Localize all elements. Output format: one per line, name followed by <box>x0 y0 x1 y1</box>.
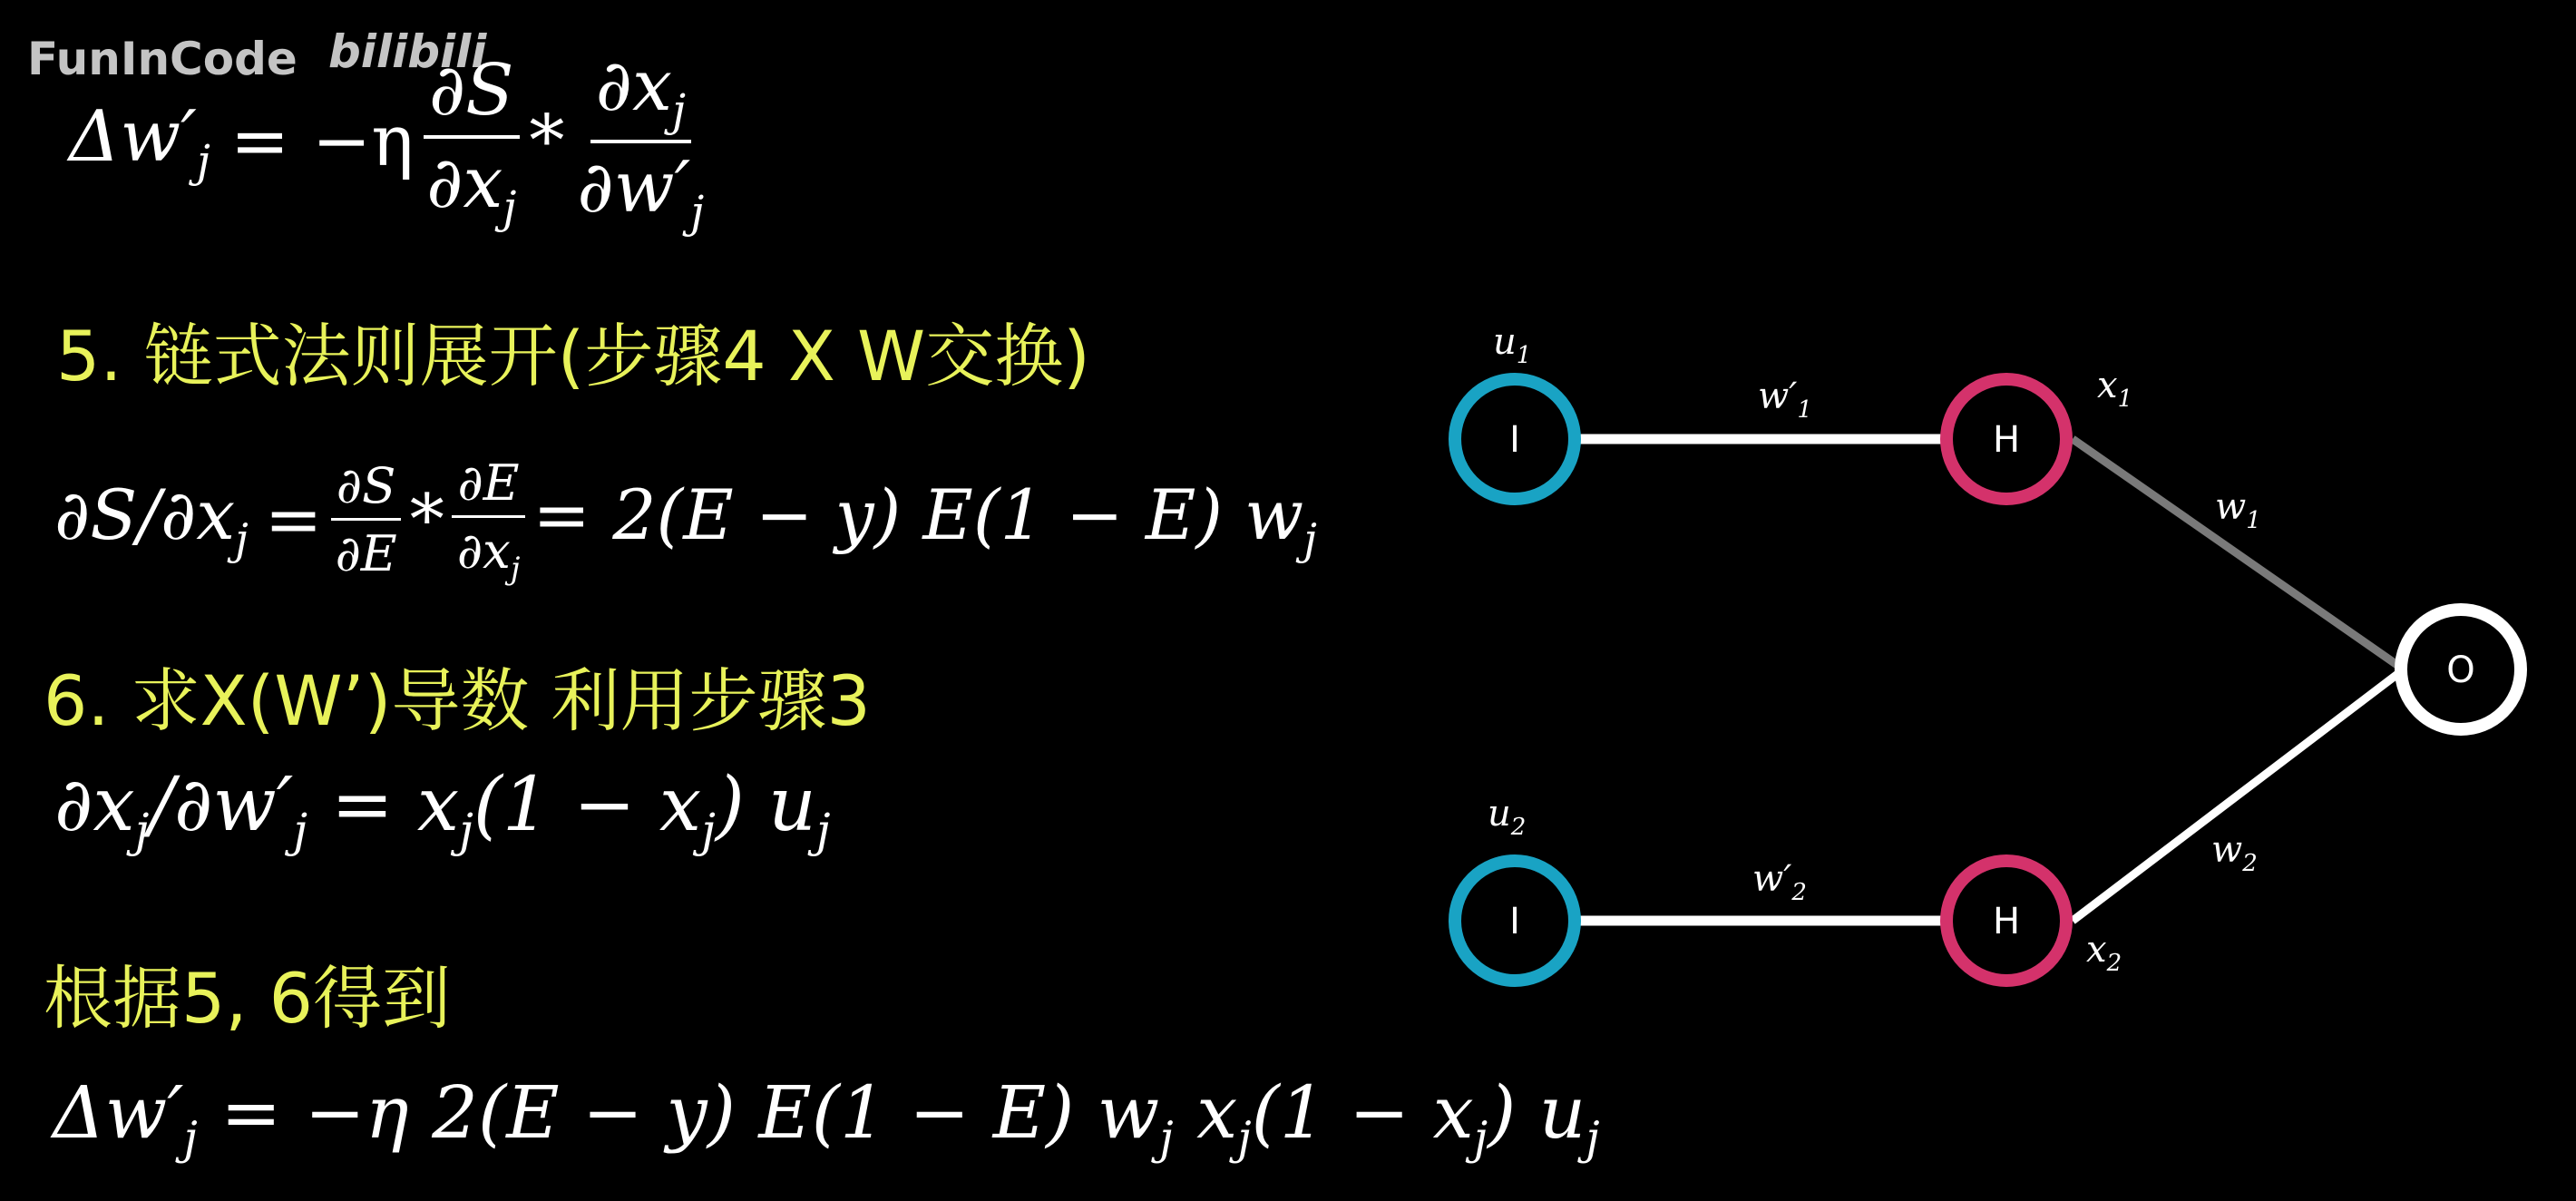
equation-step6: $\partial x_j/\partial w'_j = x_j(1 - x_j)$ $u_j$ <box>54 762 831 857</box>
label-x2: $x_2$ <box>2086 929 2122 977</box>
label-u1: $u_1$ <box>1493 321 1532 369</box>
equation-top <box>69 45 717 238</box>
bilibili-logo: bilibili <box>328 25 487 78</box>
eq-top-mul: * <box>529 100 565 182</box>
svg-text:I: I <box>1509 901 1520 942</box>
svg-text:O: O <box>2446 649 2475 691</box>
edge-hidden1-output <box>2073 439 2404 669</box>
eq-top-lhs: $\Delta w'_j$ <box>69 95 210 187</box>
node-hidden-2 <box>1947 861 2066 981</box>
equation-final: $\Delta w'_j = -\eta$ 2(E − y) E(1 − E) $w_j$ $x_j(1 - x_j)$ $u_j$ <box>53 1070 1600 1165</box>
eq-top-fraction-1: $\frac{\partial S}{\partial x_j}$ <box>421 50 522 233</box>
channel-watermark: FunInCode <box>27 33 298 85</box>
eq5-fraction-2: $\frac{\partial E}{\partial x_j}$ <box>452 454 526 586</box>
conclusion-heading: 根据5, 6得到 <box>44 958 452 1039</box>
node-output <box>2401 610 2521 729</box>
equation-step5: $\partial S/\partial x_j$ = $\frac{\partial S}{\partial E}$ * $\frac{\partial E}{\partial x_j}$ = 2(E − y) E(1 − E) $w_j$ <box>54 454 1317 586</box>
svg-text:H: H <box>1992 419 2021 461</box>
network-diagram <box>1415 299 2558 1025</box>
node-hidden-1 <box>1947 379 2066 499</box>
svg-text:I: I <box>1509 419 1520 461</box>
label-w-prime-1: $w'_1$ <box>1758 376 1812 424</box>
eq5-fraction-1: $\frac{\partial S}{\partial E}$ <box>329 456 402 582</box>
label-u2: $u_2$ <box>1488 793 1527 841</box>
step5-heading: 5. 链式法则展开(步骤4 X W交换) <box>56 316 1090 396</box>
label-w-prime-2: $w'_2$ <box>1752 858 1807 906</box>
label-x1: $x_1$ <box>2097 365 2133 413</box>
label-w2: $w_2$ <box>2211 829 2258 877</box>
node-input-2 <box>1455 861 1575 981</box>
label-w1: $w_1$ <box>2215 486 2261 534</box>
step6-heading: 6. 求X(W’)导数 利用步骤3 <box>44 660 871 741</box>
edge-hidden2-output <box>2073 669 2404 921</box>
svg-text:H: H <box>1992 901 2021 942</box>
eq-top-fraction-2: $\frac{\partial x_j}{\partial w'_j}$ <box>577 45 705 238</box>
eq-top-equals: = −η <box>229 100 415 182</box>
node-input-1 <box>1455 379 1575 499</box>
